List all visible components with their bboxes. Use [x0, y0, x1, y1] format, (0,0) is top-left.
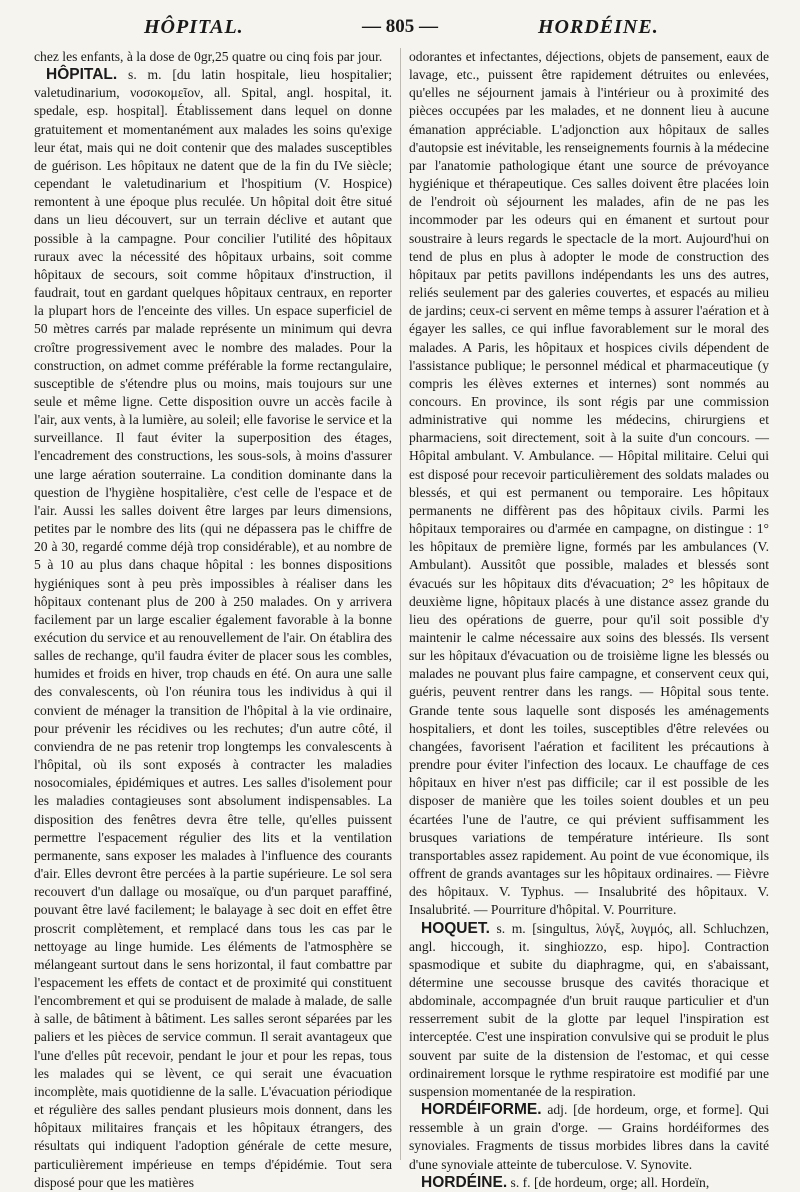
entry-hopital [34, 66, 392, 1192]
running-head-right: HORDÉINE. [538, 16, 659, 38]
running-head-left: HÔPITAL. [144, 16, 244, 38]
definition-hopital: s. m. [du latin hospitale, lieu hospitalier; valetudinarium, νοσοκομεῖον, all. Spital, angl. hospital, it. spedale, esp. hospital]. Établissement dans lequel on donne gratuitement et momentanément aux malades les soins qu'exige leur état, mais qui ne doit contenir que des malades susceptibles de guérison. Les hôpitaux ne datent que de la fin du IVe siècle; cependant le valetudinarium et l'hospitium (V. Hospice) remontent à une époque plus reculée. Un hôpital doit être situé dans un lieu découvert, sur un terrain déclive et autant que possible à la campagne. Pour concilier l'utilité des hôpitaux ruraux avec la nécessité des hôpitaux urbains, soit comme hôpitaux de secours, soit comme hôpitaux d'instruction, il faudrait, tout en gardant quelques hôpitaux centraux, en reporter la plupart hors de l'enceinte des villes. Un espace superficiel de 50 mètres carrés par malade représente un minimum qui devra croître progressivement avec le nombre des malades. Pour la construction, on admet comme préférable la forme rectangulaire, susceptible de s'étendre plus ou moins, mais toujours sur une seule et même ligne. Cette disposition ouvre un accès facile à l'air, aux vents, à la lumière, au soleil; elle favorise le service et la surveillance. Il faut éviter la superposition des étages, l'encadrement des constructions, les sous-sols, à moins d'assurer une large aération souterraine. La condition dominante dans la question de l'hygiène hospitalière, c'est celle de l'espace et de l'air. Aussi les salles doivent être larges par leurs dimensions, petites par le nombre des lits (qui ne dépassera pas le chiffre de 20 à 30, regardé comme déjà trop considérable), et au nombre de 5 à 10 au plus dans chaque hôpital : les bonnes dispositions hygiéniques sont à peu près impossibles à réaliser dans les hôpitaux contenant plus de 200 à 250 malades. On y arrivera facilement par un large escalier également favorable à la bonne exécution du service et au renouvellement de l'air. On établira des salles de rechange, qu'il faudra éviter de placer sous les combles, humides et froids en hiver, trop chauds en été. On aura une salle des convalescents, où l'on réunira tous les individus à qui il convient de ménager la transition de l'hôpital à la vie ordinaire, pour prévenir les récidives ou les rechutes; d'un autre côté, il conviendra de ne pas retenir trop longtemps les convalescents à l'hôpital, où ils sont exposés à contracter les maladies nosocomiales, épidémiques et autres. Les salles d'isolement pour les maladies contagieuses sont absolument indispensables. La disposition des fenêtres devra être telle, qu'elles puissent permettre l'espacement régulier des lits et la ventilation permanente, sans exposer les malades à l'influence des courants d'air. Elles devront être percées à la partie supérieure. Le sol sera recouvert d'un dallage ou mosaïque, ou d'un parquet paraffiné, pouvant être lavé facilement; le balayage à sec doit en effet être proscrit complètement, et remplacé dans tous les cas par le nettoyage au linge humide. Les éléments de l'atmosphère se mélangeant surtout dans le sens horizontal, il faut combattre par l'espacement les effets de contact et de proximité qui constituent l'encombrement et qui se produisent de malade à malade, de salle à salle, de bâtiment à bâtiment. Les salles seront séparées par les paliers et les pièces de service commun. Il serait avantageux que l'une d'elles pût recevoir, pendant le jour et pour les repas, tous les malades qui se lèvent, ce qui serait une évacuation incomplète, mais quotidienne de la salle. L'évacuation périodique et régulière des salles pendant plusieurs mois donnent, dans les hôpitaux militaires français et les hôpitaux étrangers, des résultats qui indiquent l'adoption générale de cette mesure, particulièrement impérieuse en temps d'épidémie. Tout sera disposé pour que les matières [34, 67, 392, 1190]
right-column [409, 48, 769, 1192]
headword-hoquet: HOQUET. [421, 919, 490, 937]
intro-paragraph: chez les enfants, à la dose de 0gr,25 quatre ou cinq fois par jour. [34, 49, 383, 64]
headword-hordeine: HORDÉINE. [421, 1173, 508, 1191]
headword-hordeiforme: HORDÉIFORME. [421, 1101, 542, 1119]
headword-hopital: HÔPITAL. [46, 66, 118, 84]
entry-hordeine [409, 1174, 769, 1192]
page-number: — 805 — [362, 16, 438, 37]
definition-hoquet: s. m. [singultus, λύγξ, λυγμός, all. Schluchzen, angl. hiccough, it. singhiozzo, esp. hipo]. Contraction spasmodique et subite du diaphragme, qui, en s'abaissant, détermine une secousse brusque des cavités thoracique et abdominale, accompagnée d'un bruit rauque particulier et d'un resserrement subit de la glotte par lequel l'inspiration est interceptée. C'est une inspiration convulsive qui se produit le plus souvent par suite de la distension de l'estomac, et qui cesse ordinairement lorsque le rythme respiratoire est modifié par une suspension momentanée de la respiration. [409, 920, 770, 1099]
definition-hordeine: s. f. [de hordeum, orge; all. Hordeïn, [510, 1174, 710, 1190]
entry-hordeiforme [409, 1101, 769, 1174]
left-column [34, 48, 392, 1192]
column-divider [400, 48, 401, 1160]
entry-hoquet [409, 920, 769, 1102]
definition-hordeiforme: adj. [de hordeum, orge, et forme]. Qui ressemble à un grain d'orge. — Grains hordéiformes des synoviales. Fragments de tissus morbides libres dans la cavité d'une synoviale atteinte de tuberculose. V. Synovite. [409, 1102, 769, 1172]
page-header [0, 0, 800, 46]
continuation-paragraph: odorantes et infectantes, déjections, objets de pansement, eaux de lavage, etc., puissent être rapidement détruites ou enlevées, qu'elles ne séjournent jamais à l'intérieur ou à proximité des pièces occupées par les malades, et ne donnent lieu à aucune émanation appréciable. L'adjonction aux hôpitaux de salles d'autopsie est inévitable, les renseignements fournis à la médecine par l'anatomie pathologique étant une source de prévoyance hygiénique et thérapeutique. Ces salles doivent être placées loin de l'endroit où séjournent les malades, afin de ne pas les incommoder par les odeurs qui en émanent et surtout pour soustraire à leurs regards le spectacle de la mort. Aujourd'hui on tend de plus en plus à adopter le mode de construction des hôpitaux par petits pavillons indépendants les uns des autres, reliés seulement par des galeries couvertes, et espacés au milieu de jardins; ceux-ci servent en même temps à assurer l'aération et à égayer les salles, ce qui influe favorablement sur le moral des malades. A Paris, les hôpitaux et hospices civils dépendent de l'assistance publique; le personnel médical et pharmaceutique (y compris les élèves externes et internes) sont nommés au concours. En province, ils sont régis par une commission administrative qui nomme les médecins, chirurgiens et pharmaciens, soit directement, soit à la suite d'un concours. — Hôpital ambulant. V. Ambulance. — Hôpital militaire. Celui qui est disposé pour recevoir particulièrement des soldats malades ou blessés, et qui est permanent ou temporaire. Les hôpitaux permanents ne diffèrent pas des hôpitaux civils. Parmi les hôpitaux temporaires ou d'armée en campagne, on distingue : 1° les hôpitaux de première ligne, formés par les ambulances (V. Ambulant). Aussitôt que possible, malades et blessés sont évacués sur les hôpitaux dits d'évacuation; 2° les hôpitaux de deuxième ligne, hôpitaux placés à une distance assez grande du lieu des opérations de guerre, pour qu'il soit possible d'y maintenir le calme nécessaire aux soins des blessés. Ils versent sur les hôpitaux d'évacuation ou de troisième ligne les blessés ou malades ne pouvant plus faire campagne, et conservent ceux qui, guéris, peuvent rentrer dans les rangs. — Hôpital sous tente. Grande tente sous laquelle sont disposés les aménagements hospitaliers, et dont les toiles, susceptibles d'être relevées ou changées, favorisent l'aération et facilitent les précautions à prendre pour éviter l'infection des locaux. Le chauffage de ces hôpitaux en hiver n'est pas difficile; car il est possible de les disposer de manière que les toiles soient doubles et un peu écartées l'une de l'autre, ce qui prévient suffisamment les brusques variations de température intérieure. Ils sont transportables assez rapidement. Au point de vue économique, ils offrent de grands avantages sur les hôpitaux ordinaires. — Fièvre des hôpitaux. V. Typhus. — Insalubrité des hôpitaux. V. Insalubrité. — Pourriture d'hôpital. V. Pourriture. [409, 49, 769, 918]
